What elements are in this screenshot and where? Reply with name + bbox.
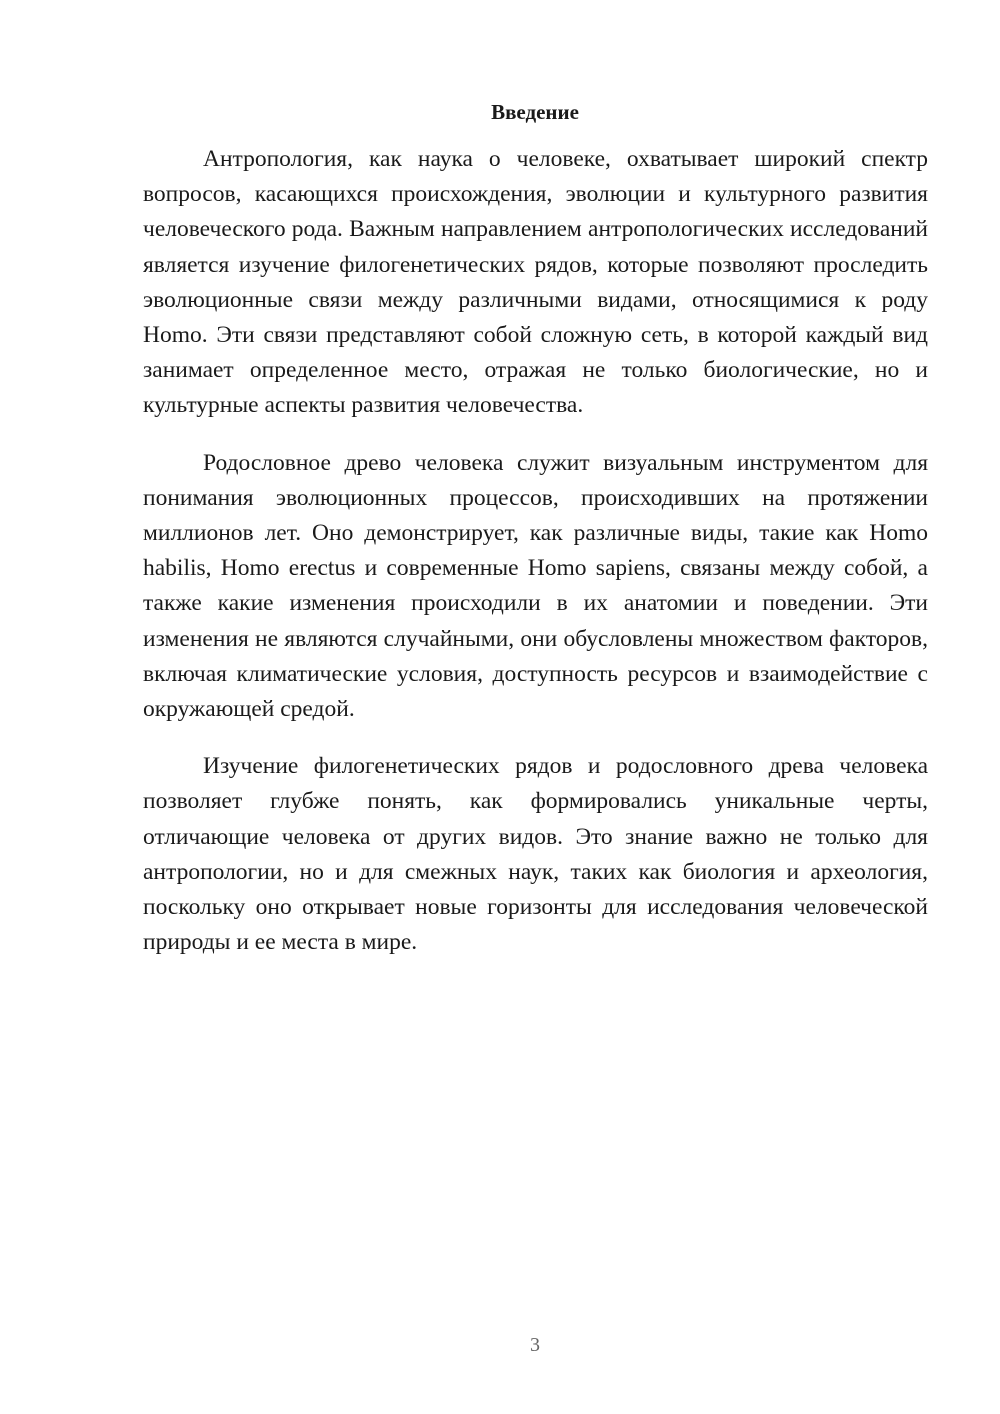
section-heading: Введение — [491, 100, 579, 124]
paragraph-1: Антропология, как наука о человеке, охватывает широкий спектр вопросов, касающихся происхождения, эволюции и культурного развития человеческого рода. Важным направлением антропологических исследований является изучение филогенетических рядов, которые позволяют проследить эволюционные связи между различными видами, относящимися к роду Homo. Эти связи представляют собой сложную сеть, в которой каждый вид занимает определенное место, отражая не только биологические, но и культурные аспекты развития человечества. — [143, 146, 928, 419]
page-number: 3 — [530, 1334, 540, 1356]
paragraph-3: Изучение филогенетических рядов и родословного древа человека позволяет глубже понять, как формировались уникальные черты, отличающие человека от других видов. Это знание важно не только для антропологии, но и для смежных наук, таких как биология и археология, поскольку оно открывает новые горизонты для исследования человеческой природы и ее места в мире. — [143, 753, 928, 956]
paragraph-2: Родословное древо человека служит визуальным инструментом для понимания эволюционных процессов, происходивших на протяжении миллионов лет. Оно демонстрирует, как различные виды, такие как Homo habilis, Homo erectus и современные Homo sapiens, связаны между собой, а также какие изменения происходили в их анатомии и поведении. Эти изменения не являются случайными, они обусловлены множеством факторов, включая климатические условия, доступность ресурсов и взаимодействие с окружающей средой. — [143, 449, 928, 723]
body-text — [143, 142, 928, 982]
